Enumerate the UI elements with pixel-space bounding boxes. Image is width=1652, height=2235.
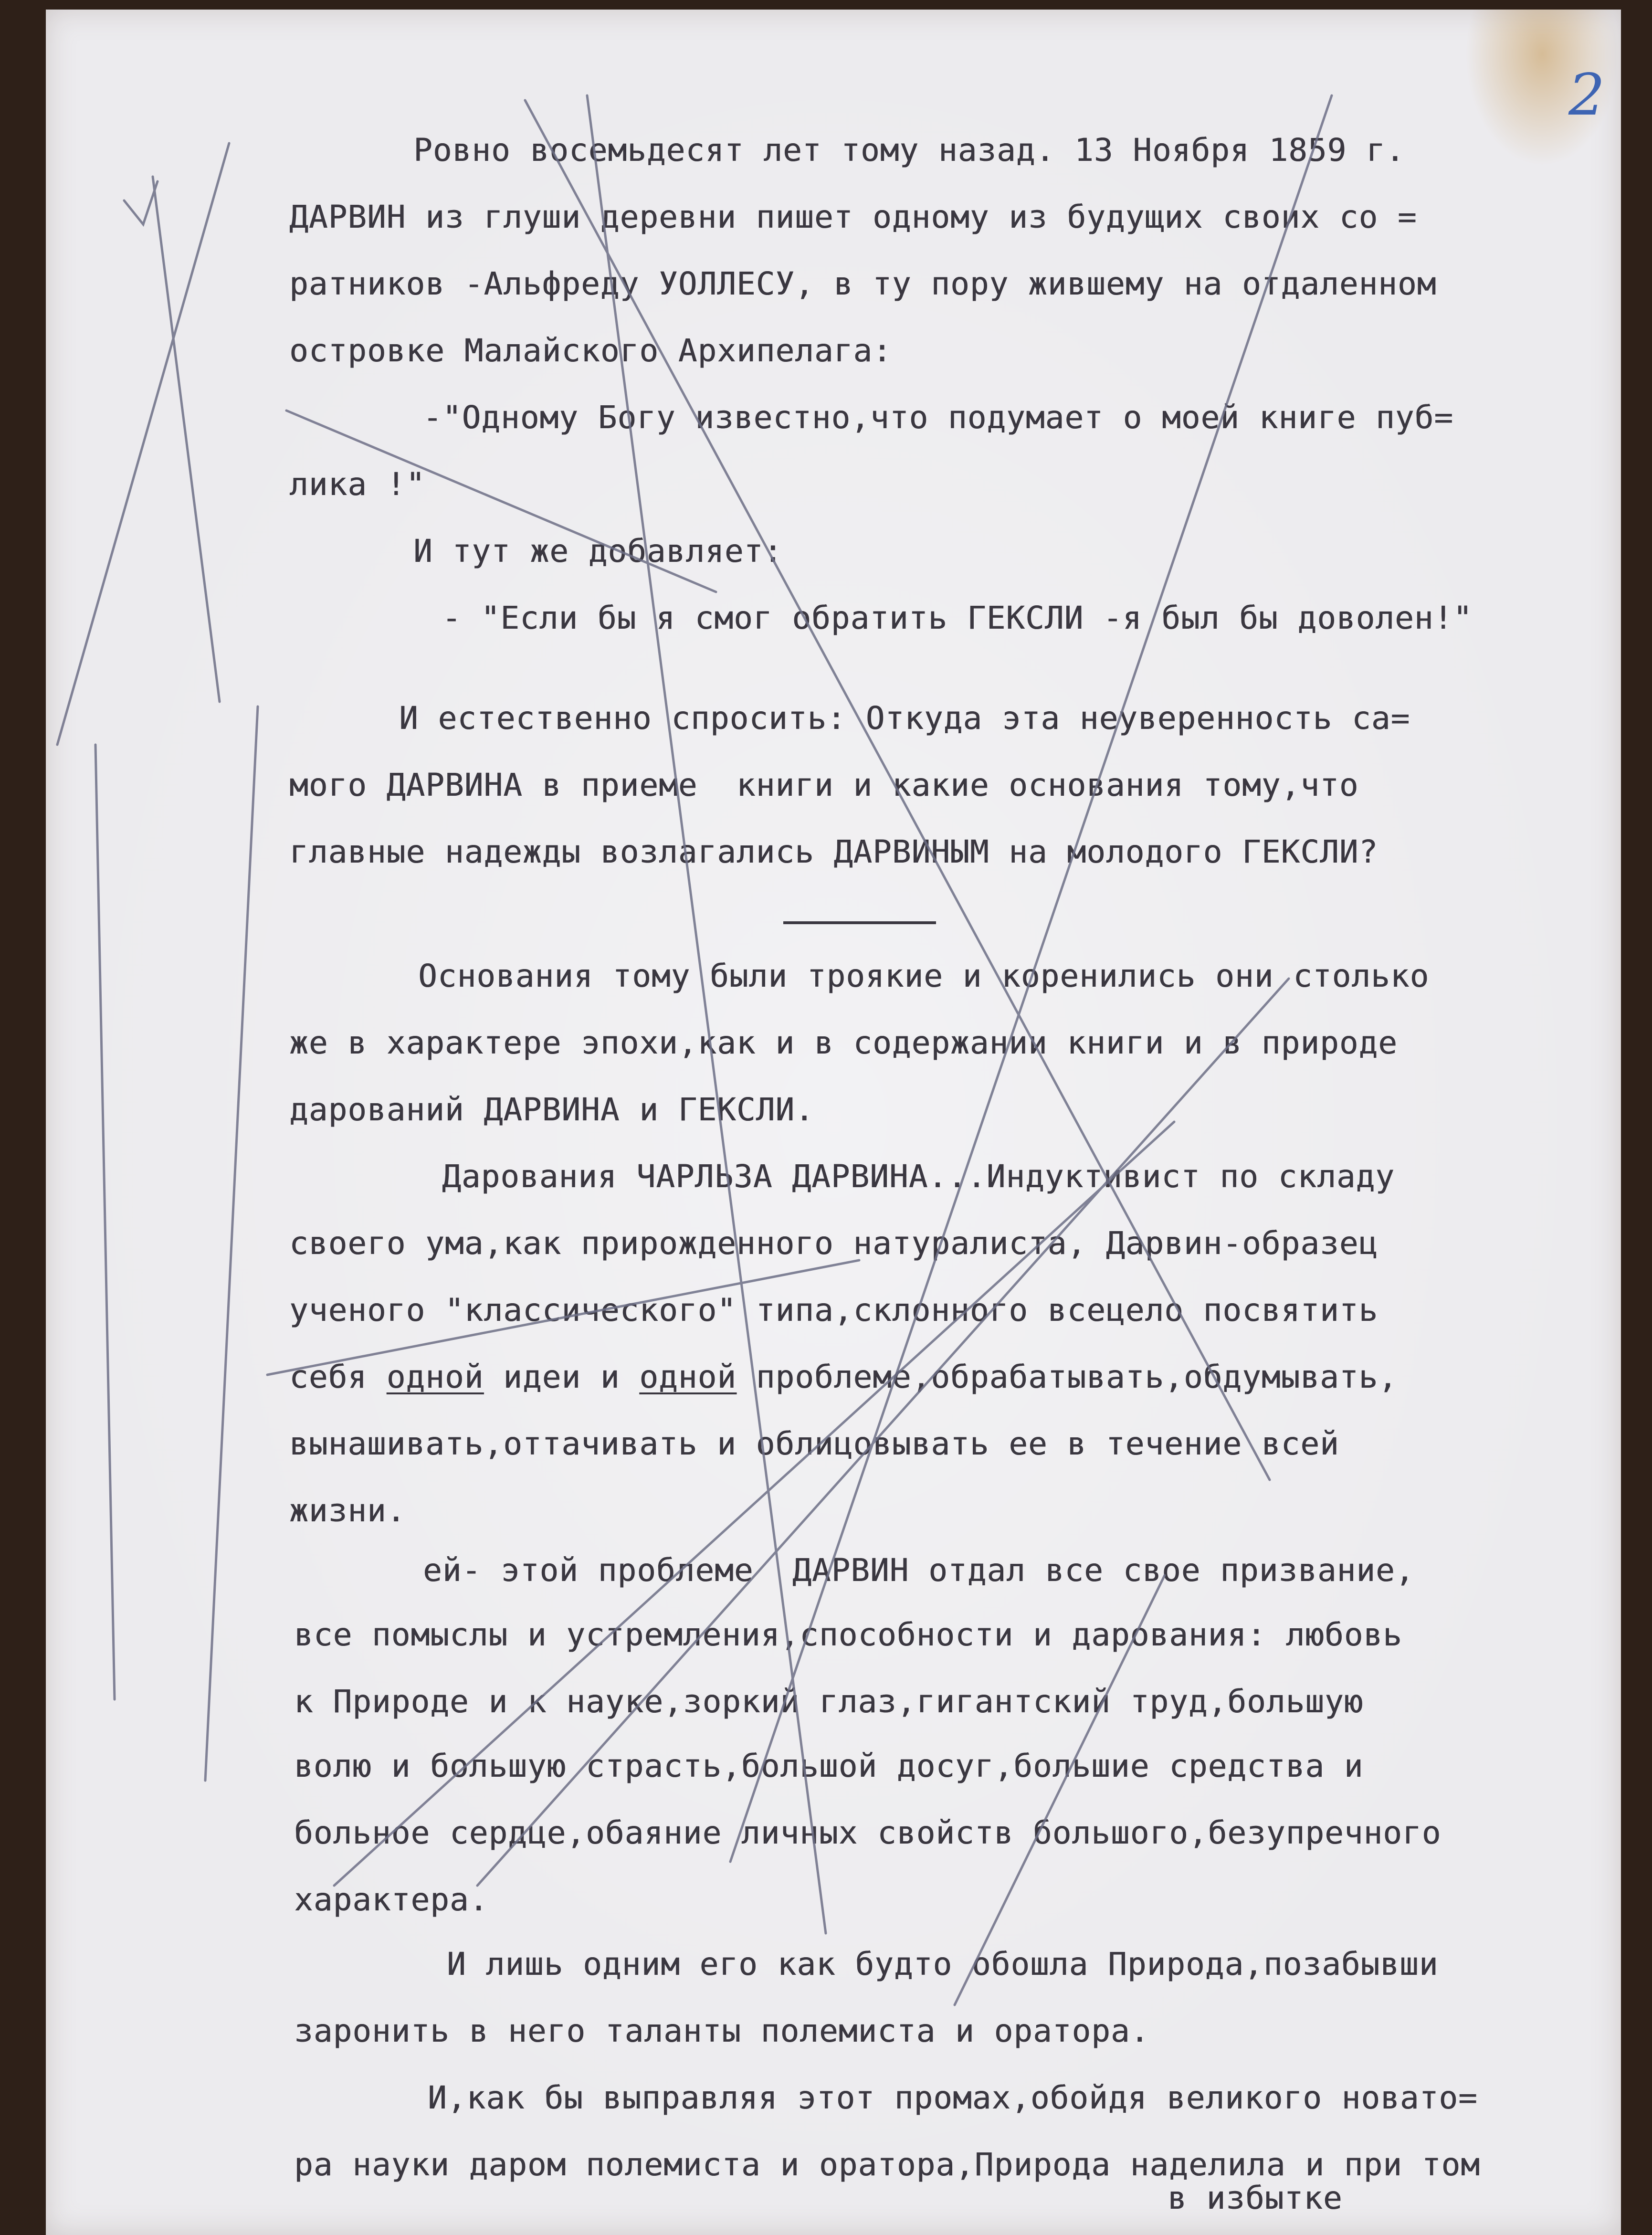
pencil-line (525, 100, 1270, 1480)
text-line: - "Если бы я смог обратить ГЕКСЛИ -я был бы доволен!" (442, 600, 1473, 636)
text-line: Основания тому были троякие и коренились они столько (418, 958, 1430, 994)
pencil-line (587, 95, 826, 1933)
pencil-line (205, 706, 258, 1781)
text-line: Дарования ЧАРЛЬЗА ДАРВИНА...Индуктивист по складу (442, 1158, 1395, 1195)
text-line: ученого "классического" типа,склонного всецело посвятить (289, 1292, 1378, 1328)
pencil-line (730, 95, 1332, 1862)
text-line: ра науки даром полемиста и оратора,Природа наделила и при том (294, 2146, 1480, 2183)
text-line: И лишь одним его как будто обошла Природа,позабывши (447, 1946, 1439, 1982)
text-line: ей- этой проблеме ДАРВИН отдал все свое призвание, (423, 1552, 1415, 1589)
pencil-line (95, 745, 115, 1699)
text-line: в избытке (1168, 2180, 1343, 2216)
underlined-word: одной (639, 1359, 737, 1395)
pencil-line (153, 177, 220, 702)
text-line: -"Одному Богу известно,что подумает о моей книге пуб= (423, 399, 1453, 436)
pencil-line (57, 143, 229, 745)
text-line: И естественно спросить: Откуда эта неуверенность са= (399, 700, 1410, 737)
text-line: ратников -Альфреду УОЛЛЕСУ, в ту пору жившему на отдаленном (289, 265, 1437, 302)
text-segment: проблеме,обрабатывать,обдумывать, (736, 1359, 1398, 1395)
pencil-line (286, 411, 716, 592)
pencil-line (955, 1575, 1165, 2005)
text-line: волю и большую страсть,большой досуг,большие средства и (294, 1748, 1364, 1784)
text-line: Ровно восемьдесят лет тому назад. 13 Ноября 1859 г. (413, 132, 1405, 169)
text-line: мого ДАРВИНА в приеме книги и какие основания тому,что (289, 767, 1359, 803)
text-line: характера. (294, 1881, 489, 1918)
pencil-line (477, 979, 1289, 1886)
text-line: к Природе и к науке,зоркий глаз,гигантский труд,большую (294, 1683, 1364, 1720)
text-line: И,как бы выправляя этот промах,обойдя великого новато= (428, 2079, 1478, 2116)
page-number: 2 (1568, 62, 1605, 128)
text-line: лика !" (289, 466, 426, 503)
text-line: дарований ДАРВИНА и ГЕКСЛИ. (289, 1091, 814, 1128)
text-line: своего ума,как прирожденного натуралиста, Дарвин-образец (289, 1225, 1378, 1262)
underlined-word: одной (386, 1359, 484, 1395)
text-line: заронить в него таланты полемиста и оратора. (294, 2013, 1150, 2049)
text-line: островке Малайского Архипелага: (289, 332, 892, 369)
text-segment: идеи и (484, 1359, 640, 1395)
text-line: жизни. (289, 1492, 406, 1529)
pencil-line (334, 1122, 1174, 1886)
text-line: больное сердце,обаяние личных свойств большого,безупречного (294, 1814, 1442, 1851)
text-segment: себя (289, 1359, 387, 1395)
text-line: все помыслы и устремления,способности и дарования: любовь (294, 1616, 1402, 1653)
text-line: И тут же добавляет: (413, 533, 783, 569)
text-line: вынашивать,оттачивать и облицовывать ее в течение всей (289, 1425, 1339, 1462)
text-line: ДАРВИН из глуши деревни пишет одному из будущих своих со = (289, 199, 1417, 235)
pencil-tick-mark (124, 181, 158, 224)
pencil-line (267, 1260, 859, 1375)
text-line: главные надежды возлагались ДАРВИНЫМ на молодого ГЕКСЛИ? (289, 833, 1378, 870)
text-line: же в характере эпохи,как и в содержании книги и в природе (289, 1024, 1398, 1061)
